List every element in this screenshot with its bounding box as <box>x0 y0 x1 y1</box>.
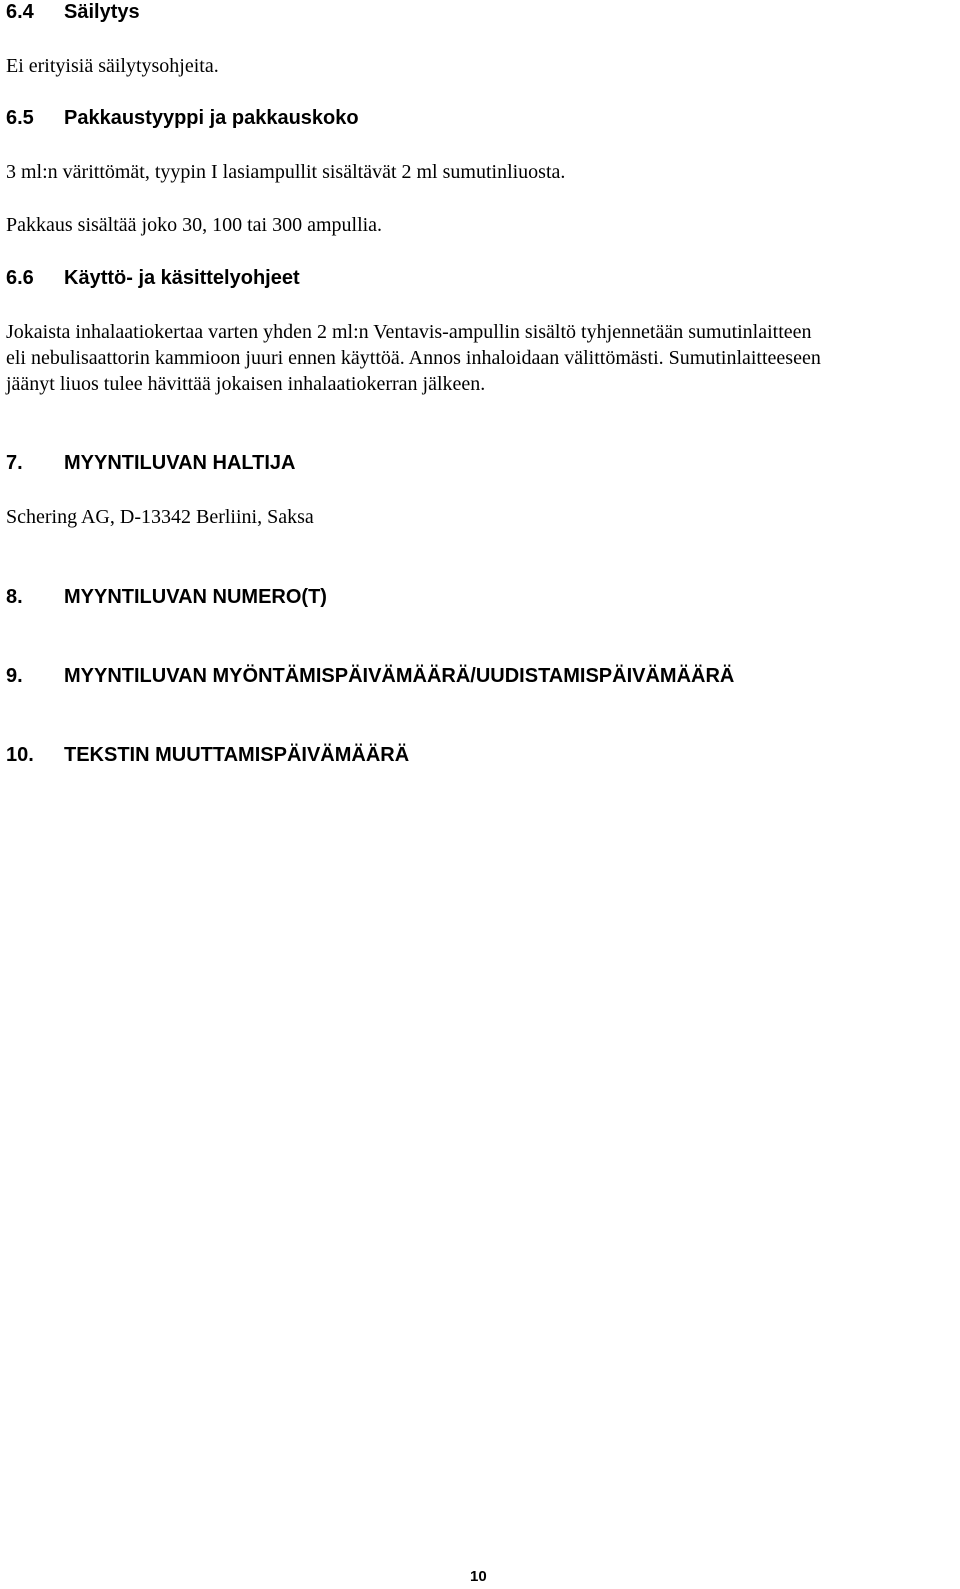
section-8-heading <box>6 585 327 609</box>
section-number: 7. <box>6 452 23 474</box>
section-number: 6.6 <box>6 267 34 289</box>
section-number: 10. <box>6 744 34 766</box>
section-number: 9. <box>6 665 23 687</box>
paragraph-line: jäänyt liuos tulee hävittää jokaisen inhalaatiokerran jälkeen. <box>6 373 486 395</box>
section-6-5-body-2: Pakkaus sisältää joko 30, 100 tai 300 ampullia. <box>6 214 383 236</box>
section-title: MYYNTILUVAN MYÖNTÄMISPÄIVÄMÄÄRÄ/UUDISTAMISPÄIVÄMÄÄRÄ <box>64 665 735 687</box>
section-6-6-heading <box>6 266 300 290</box>
section-9-heading <box>6 664 734 688</box>
section-6-4-heading <box>6 0 140 24</box>
section-6-5-heading <box>6 106 359 130</box>
section-6-6-body <box>6 319 954 397</box>
section-title: Säilytys <box>64 1 140 23</box>
section-number: 6.4 <box>6 1 34 23</box>
section-title: TEKSTIN MUUTTAMISPÄIVÄMÄÄRÄ <box>64 744 410 766</box>
section-10-heading <box>6 743 409 767</box>
section-title: Käyttö- ja käsittelyohjeet <box>64 267 300 289</box>
section-title: MYYNTILUVAN HALTIJA <box>64 452 296 474</box>
section-6-5-body-1: 3 ml:n värittömät, tyypin I lasiampullit sisältävät 2 ml sumutinliuosta. <box>6 161 566 183</box>
section-7-body: Schering AG, D-13342 Berliini, Saksa <box>6 506 314 528</box>
section-title: Pakkaustyyppi ja pakkauskoko <box>64 107 359 129</box>
section-number: 8. <box>6 586 23 608</box>
section-6-4-body: Ei erityisiä säilytysohjeita. <box>6 55 219 77</box>
section-title: MYYNTILUVAN NUMERO(T) <box>64 586 327 608</box>
page-number: 10 <box>470 1568 487 1585</box>
paragraph-line: eli nebulisaattorin kammioon juuri ennen käyttöä. Annos inhaloidaan välittömästi. Sumutinlaitteeseen <box>6 347 821 369</box>
paragraph-line: Jokaista inhalaatiokertaa varten yhden 2 ml:n Ventavis-ampullin sisältö tyhjennetään sumutinlaitteen <box>6 321 812 343</box>
section-number: 6.5 <box>6 107 34 129</box>
section-7-heading <box>6 451 295 475</box>
